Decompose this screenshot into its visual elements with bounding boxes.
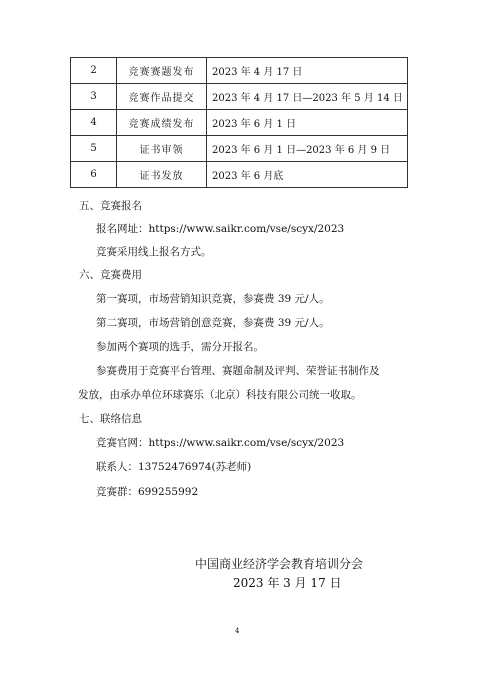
table-row (71, 110, 408, 136)
row-item: 证书发放 (117, 162, 207, 188)
section-heading-fees: 六、竞赛费用 (79, 269, 142, 281)
row-number: 3 (71, 84, 117, 110)
row-date: 2023 年 4 月 17 日—2023 年 5 月 14 日 (207, 84, 408, 110)
row-item: 竞赛赛题发布 (117, 58, 207, 84)
row-item: 证书审领 (117, 136, 207, 162)
row-number: 6 (71, 162, 117, 188)
row-item: 竞赛成绩发布 (117, 110, 207, 136)
row-date: 2023 年 6 月底 (207, 162, 408, 188)
row-date: 2023 年 4 月 17 日 (207, 58, 408, 84)
page-number: 4 (235, 627, 240, 635)
fee-usage-line-1: 参赛费用于竞赛平台管理、赛题命制及评判、荣誉证书制作及 (96, 365, 380, 377)
table-row (71, 136, 408, 162)
registration-url: 报名网址：https://www.saikr.com/vse/scyx/2023 (96, 223, 345, 235)
fee-usage-line-2: 发放，由承办单位环球赛乐（北京）科技有限公司统一收取。 (78, 389, 362, 401)
signature-org: 中国商业经济学会教育培训分会 (195, 557, 364, 571)
signature-date: 2023 年 3 月 17 日 (233, 576, 342, 590)
row-item: 竞赛作品提交 (117, 84, 207, 110)
row-date: 2023 年 6 月 1 日—2023 年 6 月 9 日 (207, 136, 408, 162)
schedule-table (70, 57, 408, 188)
fee-item-1: 第一赛项，市场营销知识竞赛，参赛费 39 元/人。 (96, 293, 330, 305)
contact-group: 竞赛群：699255992 (96, 486, 199, 498)
row-number: 4 (71, 110, 117, 136)
row-number: 5 (71, 136, 117, 162)
table-row (71, 162, 408, 188)
fee-note: 参加两个赛项的选手，需分开报名。 (96, 341, 264, 353)
contact-site: 竞赛官网：https://www.saikr.com/vse/scyx/2023 (96, 437, 345, 449)
section-heading-contact: 七、联络信息 (79, 413, 142, 425)
section-heading-registration: 五、竞赛报名 (79, 200, 142, 212)
table-row (71, 58, 408, 84)
registration-method: 竞赛采用线上报名方式。 (96, 246, 212, 258)
row-date: 2023 年 6 月 1 日 (207, 110, 408, 136)
fee-item-2: 第二赛项，市场营销创意竞赛，参赛费 39 元/人。 (96, 317, 330, 329)
contact-person: 联系人：13752476974(苏老师) (96, 461, 252, 473)
row-number: 2 (71, 58, 117, 84)
table-row (71, 84, 408, 110)
